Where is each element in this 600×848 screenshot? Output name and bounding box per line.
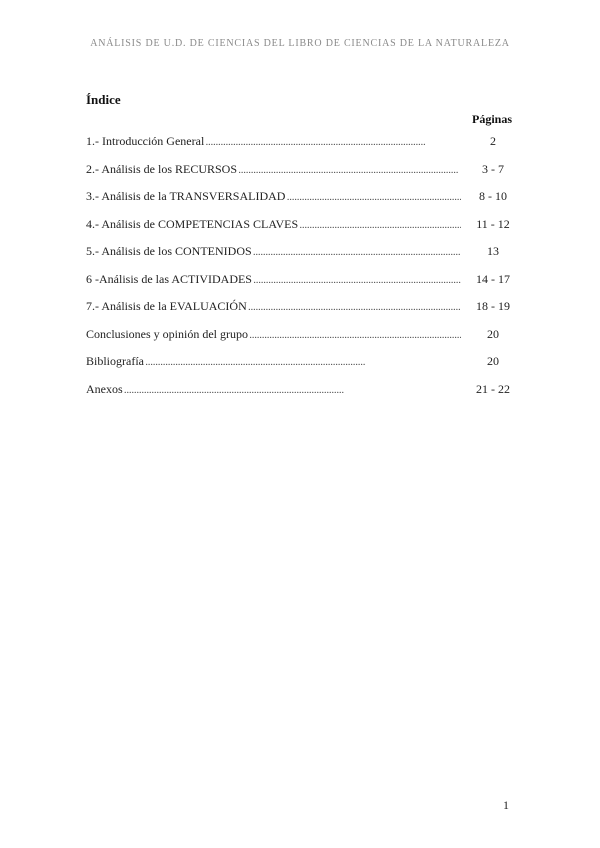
toc-entry-label: 7.- Análisis de la EVALUACIÓN	[86, 299, 247, 313]
toc-entry-introduccion[interactable]	[86, 131, 526, 159]
toc-entry-label-wrap	[86, 269, 461, 289]
toc-entry-pages: 20	[487, 326, 499, 341]
toc-entry-label-wrap	[86, 296, 461, 316]
toc-entry-label: Conclusiones y opinión del grupo	[86, 326, 248, 341]
toc-entry-label-wrap	[86, 324, 461, 344]
toc-entry-label: 5.- Análisis de los CONTENIDOS	[86, 244, 252, 258]
toc-entry-label-wrap	[86, 186, 461, 206]
toc-entry-label-wrap	[86, 351, 461, 371]
toc-entry-pages: 3 - 7	[482, 161, 504, 176]
toc-entry-label: 3.- Análisis de la TRANSVERSALIDAD	[86, 189, 286, 203]
toc-entry-conclusiones[interactable]	[86, 324, 526, 352]
toc-entry-label-wrap	[86, 131, 461, 151]
pages-column-header: Páginas	[472, 112, 513, 126]
toc-entry-pages: 11 - 12	[476, 216, 510, 231]
toc-entry-label-wrap	[86, 214, 461, 234]
toc-entry-label: Bibliografía	[86, 354, 144, 368]
toc-entry-contenidos[interactable]	[86, 241, 526, 269]
toc-list	[86, 131, 526, 406]
toc-entry-pages: 20	[487, 354, 499, 368]
toc-entry-pages: 21 - 22	[476, 381, 510, 396]
toc-entry-anexos[interactable]	[86, 379, 526, 407]
toc-entry-recursos[interactable]	[86, 159, 526, 187]
toc-entry-pages: 2	[490, 134, 496, 148]
toc-entry-competencias[interactable]	[86, 214, 526, 242]
running-header: ANÁLISIS DE U.D. DE CIENCIAS DEL LIBRO DE CIENCIAS DE LA NATURALEZA	[90, 38, 510, 49]
toc-entry-label-wrap	[86, 159, 461, 179]
toc-entry-label: 2.- Análisis de los RECURSOS	[86, 161, 238, 176]
toc-entry-pages: 14 - 17	[476, 271, 510, 286]
toc-entry-transversalidad[interactable]	[86, 186, 526, 214]
toc-entry-label: Anexos	[86, 381, 123, 396]
toc-entry-actividades[interactable]	[86, 269, 526, 297]
page-number: 1	[503, 798, 509, 812]
toc-entry-label-wrap	[86, 241, 461, 261]
toc-entry-label: 6 -Análisis de las ACTIVIDADES	[86, 271, 252, 286]
toc-entry-pages: 18 - 19	[476, 299, 510, 313]
toc-entry-label: 1.- Introducción General	[86, 134, 205, 148]
toc-entry-label: 4.- Análisis de COMPETENCIAS CLAVES	[86, 216, 299, 231]
toc-entry-bibliografia[interactable]	[86, 351, 526, 379]
toc-title: Índice	[86, 92, 121, 107]
toc-entry-pages: 8 - 10	[479, 189, 507, 203]
toc-entry-label-wrap	[86, 379, 461, 399]
toc-entry-evaluacion[interactable]	[86, 296, 526, 324]
toc-entry-pages: 13	[487, 244, 499, 258]
